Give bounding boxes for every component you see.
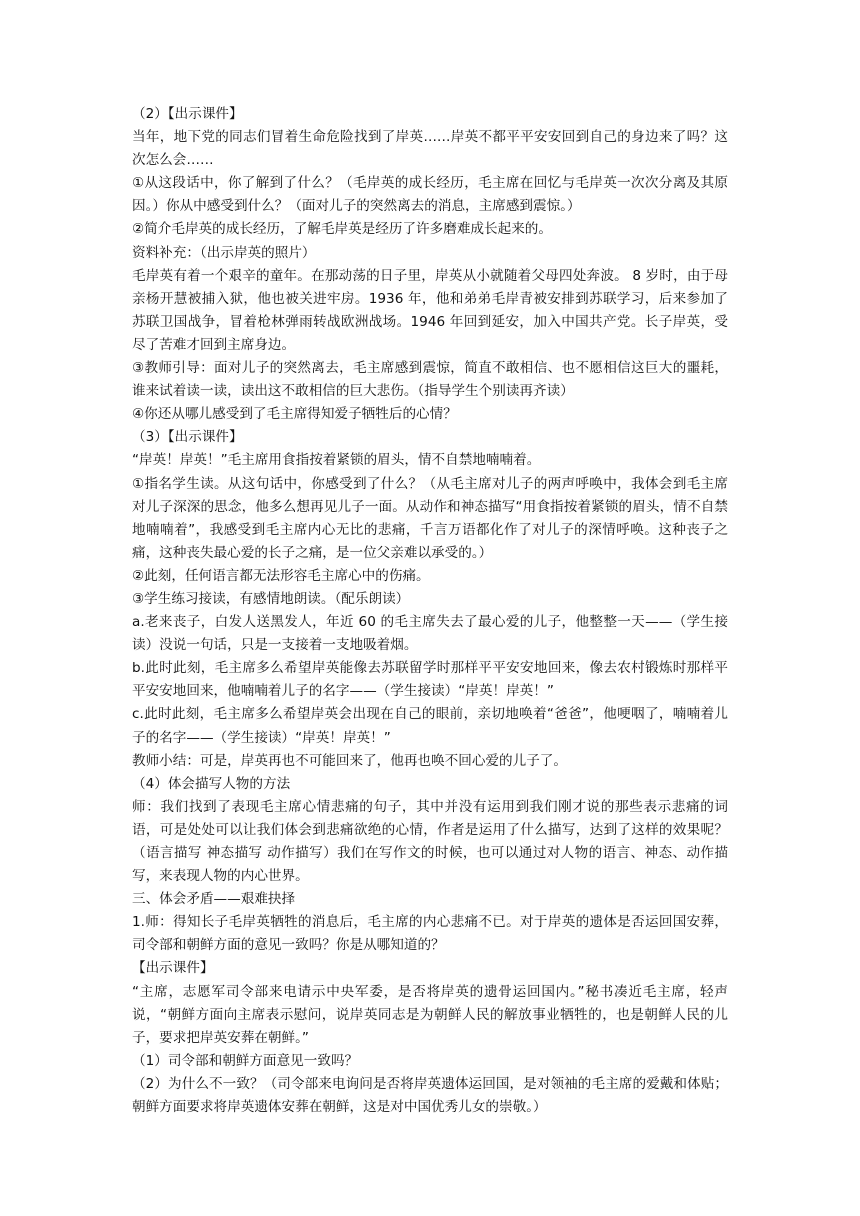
section-heading: （2）【出示课件】	[132, 106, 243, 122]
list-item: （2）为什么不一致？（司令部来电询问是否将岸英遗体运回国，是对领袖的毛主席的爱戴和体贴；朝鲜方面要求将岸英遗体安葬在朝鲜，这是对中国优秀儿女的崇敬。）	[132, 1075, 728, 1116]
quoted-passage: 当年，地下党的同志们冒着生命危险找到了岸英……岸英不都平平安安回到自己的身边来了吗？这次怎么会……	[132, 129, 728, 169]
paragraph: 1.师：得知长子毛岸英牺牲的消息后，毛主席的内心悲痛不已。对于岸英的遗体是否运回国安葬，司令部和朝鲜方面的意见一致吗？你是从哪知道的？	[132, 914, 728, 954]
list-item: ③学生练习接读，有感情地朗读。（配乐朗读）	[132, 590, 410, 607]
section-heading: 【出示课件】	[132, 960, 214, 977]
list-item: ③教师引导：面对儿子的突然离去，毛主席感到震惊，简直不敢相信、也不愿相信这巨大的噩耗，谁来试着读一读，读出这不敢相信的巨大悲伤。（指导学生个别读再齐读）	[132, 360, 728, 400]
list-item: ②简介毛岸英的成长经历，了解毛岸英是经历了许多磨难成长起来的。	[132, 221, 552, 238]
list-item: ①从这段话中，你了解到了什么？（毛岸英的成长经历，毛主席在回忆与毛岸英一次次分离及其原因。）你从中感受到什么？（面对儿子的突然离去的消息，主席感到震惊。）	[132, 175, 728, 215]
quoted-passage: “岸英！岸英！”毛主席用食指按着紧锁的眉头，情不自禁地喃喃着。	[132, 452, 541, 469]
section-heading: （4）体会描写人物的方法	[132, 775, 291, 792]
paragraph: 师：我们找到了表现毛主席心情悲痛的句子，其中并没有运用到我们刚才说的那些表示悲痛的词语，可是处处可以让我们体会到悲痛欲绝的心情，作者是运用了什么描写，达到了这样的效果呢？（语言描写 神态描写 动作描写）我们在写作文的时候，也可以通过对人物的语言、神态、动作描写，来表现人物的内心世界。	[132, 798, 728, 885]
paragraph: 毛岸英有着一个艰辛的童年。在那动荡的日子里，岸英从小就随着父母四处奔波。 8 岁时，由于母亲杨开慧被捕入狱，他也被关进牢房。1936 年，他和弟弟毛岸青被安排到苏联学习，后来参加了苏联卫国战争，冒着枪林弹雨转战欧洲战场。1946 年回到延安，加入中国共产党。长子岸英，受尽了苦难才回到主席身边。	[132, 267, 728, 353]
paragraph: 资料补充：（出示岸英的照片）	[132, 244, 316, 261]
list-item: ②此刻，任何语言都无法形容毛主席心中的伤痛。	[132, 567, 430, 584]
section-heading: （3）【出示课件】	[132, 429, 243, 446]
list-item: b.此时此刻，毛主席多么希望岸英能像去苏联留学时那样平平安安地回来，像去农村锻炼时那样平平安安地回来，他喃喃着儿子的名字——（学生接读）“岸英！岸英！”	[132, 660, 728, 700]
list-item: ④你还从哪儿感受到了毛主席得知爱子牺牲后的心情？	[132, 406, 457, 423]
document-page	[132, 103, 728, 1119]
list-item: c.此时此刻，毛主席多么希望岸英会出现在自己的眼前，亲切地唤着“爸爸”，他哽咽了，喃喃着儿子的名字——（学生接读）“岸英！岸英！”	[132, 706, 728, 746]
list-item: ①指名学生读。从这句话中，你感受到了什么？（从毛主席对儿子的两声呼唤中，我体会到毛主席对儿子深深的思念，他多么想再见儿子一面。从动作和神态描写“用食指按着紧锁的眉头，情不自禁地喃喃着”，我感受到毛主席内心无比的悲痛，千言万语都化作了对儿子的深情呼唤。这种丧子之痛，这种丧失最心爱的长子之痛，是一位父亲难以承受的。）	[132, 475, 728, 561]
paragraph: 教师小结：可是，岸英再也不可能回来了，他再也唤不回心爱的儿子了。	[132, 752, 567, 769]
list-item: a.老来丧子，白发人送黑发人，年近 60 的毛主席失去了最心爱的儿子，他整整一天——（学生接读）没说一句话，只是一支接着一支地吸着烟。	[132, 614, 728, 654]
quoted-passage: “主席，志愿军司令部来电请示中央军委，是否将岸英的遗骨运回国内。”秘书凑近毛主席，轻声说，“朝鲜方面向主席表示慰问，说岸英同志是为朝鲜人民的解放事业牺牲的，也是朝鲜人民的儿子，要求把岸英安葬在朝鲜。”	[132, 983, 728, 1046]
list-item: （1）司令部和朝鲜方面意见一致吗？	[132, 1052, 359, 1069]
section-heading: 三、体会矛盾——艰难抉择	[132, 891, 296, 908]
